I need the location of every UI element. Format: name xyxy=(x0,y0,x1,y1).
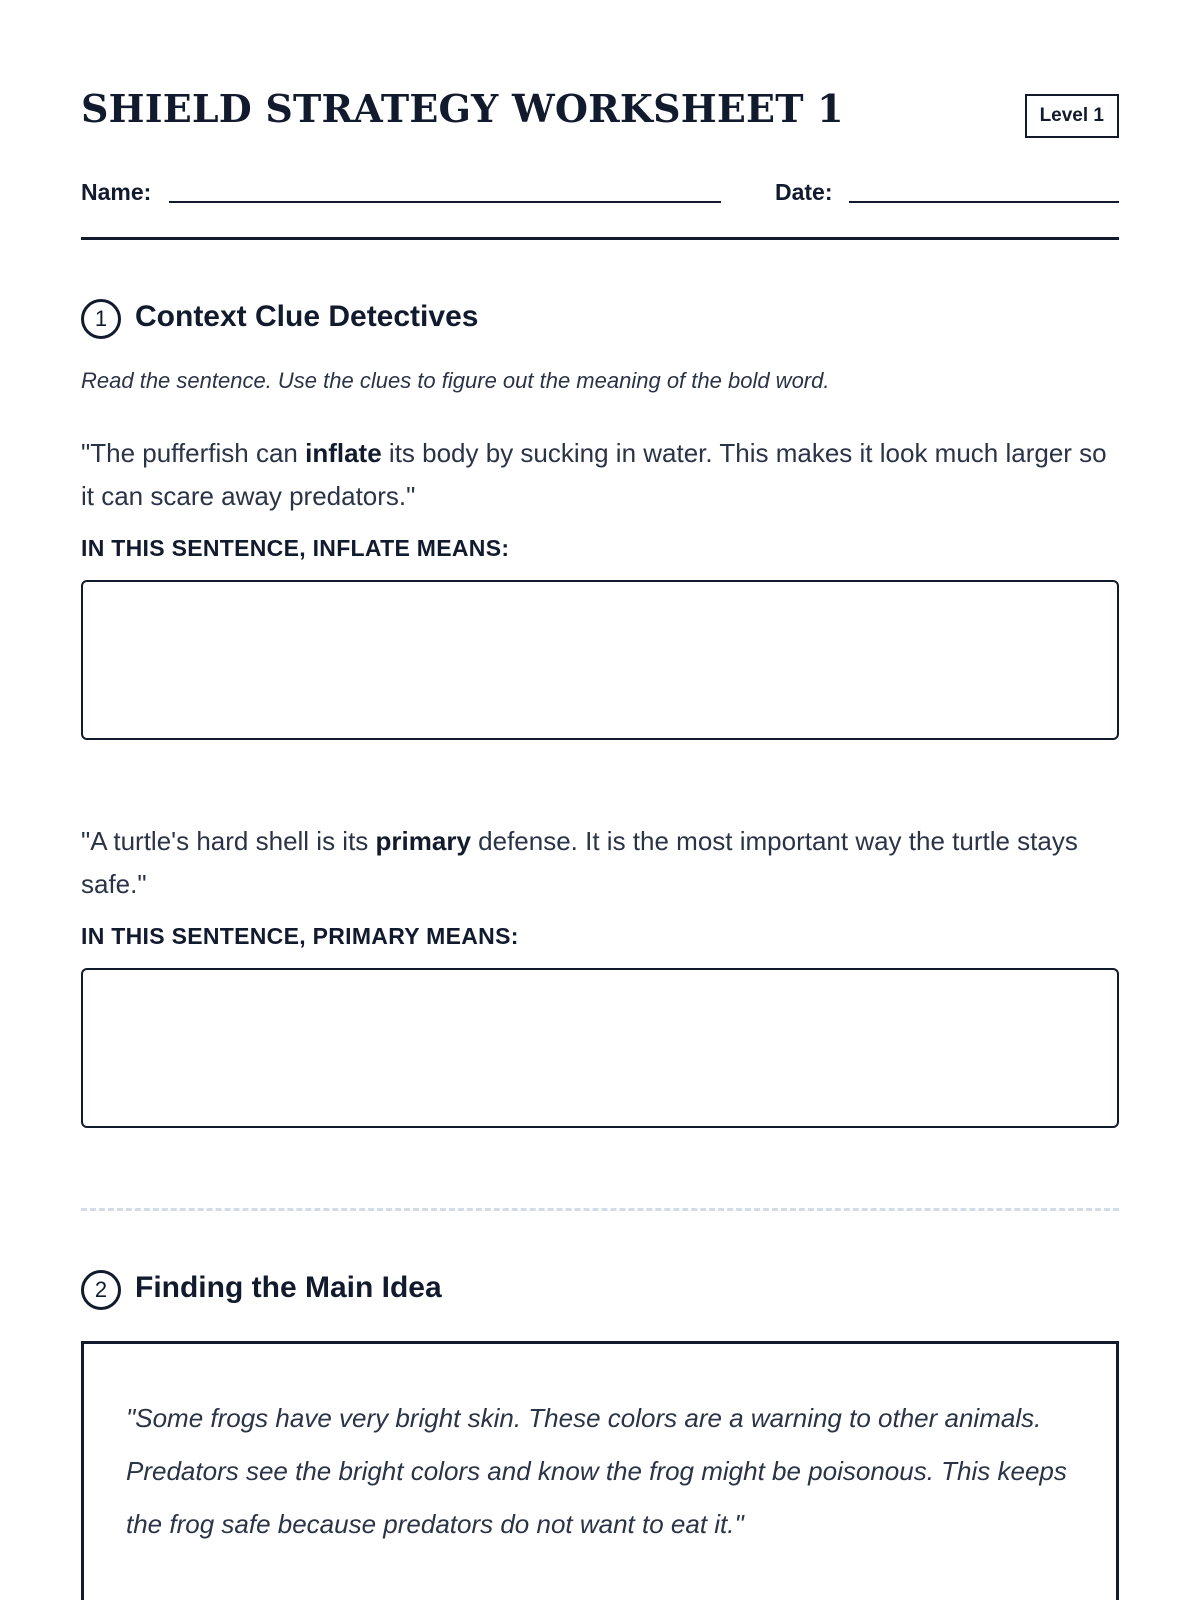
student-info-fields xyxy=(81,140,1119,240)
answer-prompt-1: IN THIS SENTENCE, INFLATE MEANS: xyxy=(81,535,510,561)
section-heading xyxy=(81,296,1119,342)
level-badge: Level 1 xyxy=(1025,94,1119,138)
sentence-text: defense. It is the most important way the turtle stays safe." xyxy=(81,826,1078,899)
date-label: Date: xyxy=(775,179,833,205)
section-main-idea xyxy=(81,1267,1119,1600)
section-title: Finding the Main Idea xyxy=(135,1271,442,1304)
answer-prompt-2: IN THIS SENTENCE, PRIMARY MEANS: xyxy=(81,923,519,949)
section-heading xyxy=(81,1267,1119,1313)
sentence-text: its body by sucking in water. This makes it look much larger so it can scare away predators." xyxy=(81,438,1107,511)
sentence-text: "A turtle's hard shell is its xyxy=(81,826,376,856)
answer-box-1[interactable] xyxy=(81,580,1119,740)
bold-vocab-word: primary xyxy=(375,826,471,856)
question-sentence-1 xyxy=(81,432,1119,518)
section-number-badge: 1 xyxy=(81,299,121,339)
name-field[interactable] xyxy=(169,201,721,203)
section-context-clues xyxy=(81,296,1119,1128)
section-title: Context Clue Detectives xyxy=(135,300,479,333)
date-field[interactable] xyxy=(849,201,1119,203)
worksheet-header xyxy=(81,0,1119,140)
section-divider xyxy=(81,1208,1119,1211)
passage-text: "Some frogs have very bright skin. These colors are a warning to other animals. Predators see the bright colors and know the frog might be poisonous. This keeps the frog safe because predators do not want to eat it." xyxy=(126,1403,1067,1539)
sentence-text: "The pufferfish can xyxy=(81,438,306,468)
name-label: Name: xyxy=(81,179,152,205)
passage-box xyxy=(81,1341,1119,1600)
instructions-text: Read the sentence. Use the clues to figure out the meaning of the bold word. xyxy=(81,368,830,393)
question-sentence-2 xyxy=(81,820,1119,906)
page-title: SHIELD STRATEGY WORKSHEET 1 xyxy=(81,86,844,131)
section-number-badge: 2 xyxy=(81,1270,121,1310)
answer-box-2[interactable] xyxy=(81,968,1119,1128)
bold-vocab-word: inflate xyxy=(305,438,382,468)
